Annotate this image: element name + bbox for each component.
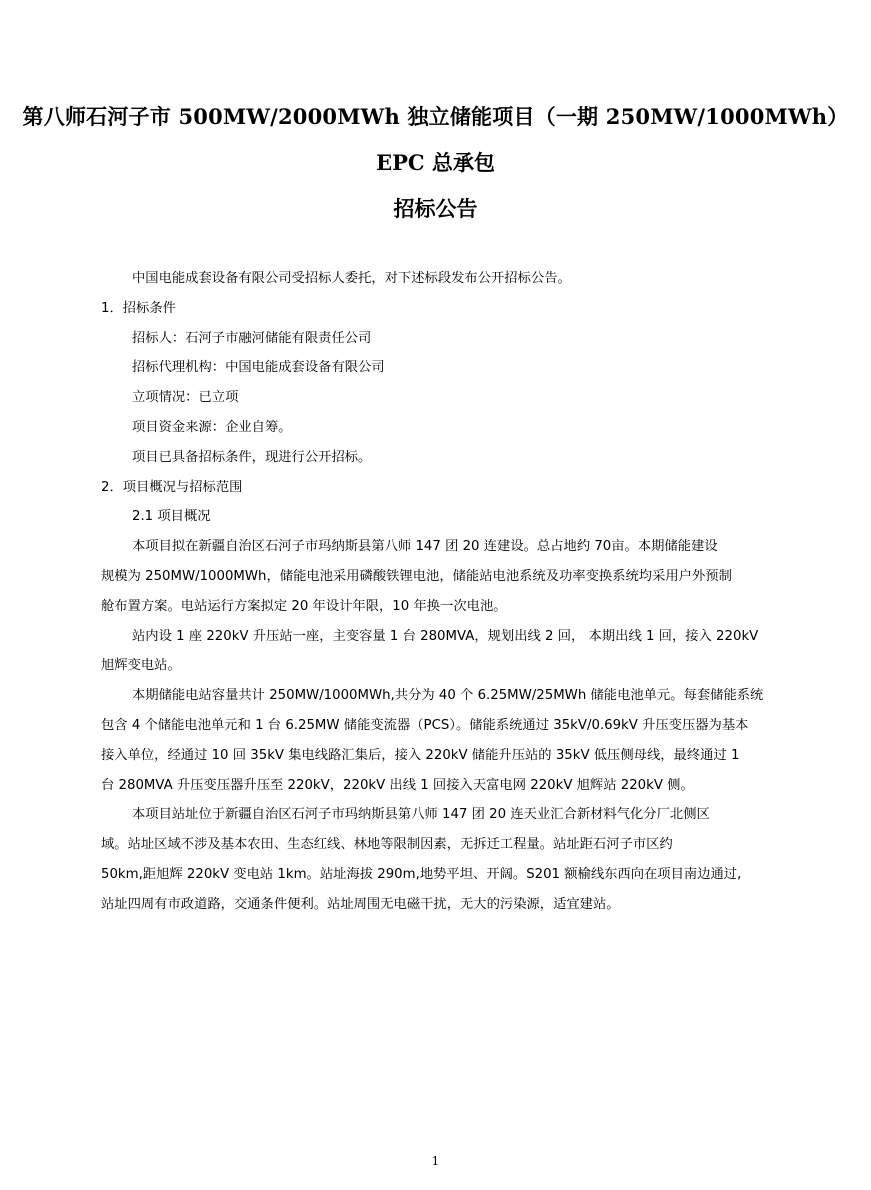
tenderer-line: 招标人：石河子市融河储能有限责任公司 <box>132 330 372 346</box>
document-title-line-3: 招标公告 <box>393 196 478 221</box>
paragraph-line: 站内设 1 座 220kV 升压站一座，主变容量 1 台 280MVA，规划出线 2 回， 本期出线 1 回，接入 220kV <box>132 628 759 644</box>
document-body <box>101 264 791 920</box>
agency-line: 招标代理机构：中国电能成套设备有限公司 <box>132 360 385 376</box>
page-number: 1 <box>431 1154 440 1168</box>
paragraph-line: 本项目站址位于新疆自治区石河子市玛纳斯县第八师 147 团 20 连天业汇合新材料气化分厂北侧区 <box>132 807 710 823</box>
project-overview-paragraph-2 <box>101 622 791 682</box>
document-title-line-1: 第八师石河子市 500MW/2000MWh 独立储能项目（一期 250MW/1000MWh） <box>22 104 849 129</box>
paragraph-line: 规模为 250MW/1000MWh，储能电池采用磷酸铁锂电池，储能站电池系统及功率变换系统均采用户外预制 <box>101 568 732 584</box>
paragraph-line: 本期储能电站容量共计 250MW/1000MWh,共分为 40 个 6.25MW/25MWh 储能电池单元。每套储能系统 <box>132 688 764 704</box>
paragraph-line: 接入单位，经通过 10 回 35kV 集电线路汇集后，接入 220kV 储能升压站的 35kV 低压侧母线，最终通过 1 <box>101 747 740 763</box>
paragraph-line: 域。站址区域不涉及基本农田、生态红线、林地等限制因素，无拆迁工程量。站址距石河子市区约 <box>101 837 673 853</box>
paragraph-line: 包含 4 个储能电池单元和 1 台 6.25MW 储能变流器（PCS）。储能系统通过 35kV/0.69kV 升压变压器为基本 <box>101 717 749 733</box>
paragraph-line: 50km,距旭辉 220kV 变电站 1km。站址海拔 290m,地势平坦、开阔。S201 额榆线东西向在项目南边通过, <box>101 866 742 882</box>
section-1-heading: 1．招标条件 <box>101 300 176 316</box>
approval-line: 立项情况：已立项 <box>132 390 239 406</box>
project-overview-paragraph-3 <box>101 681 791 800</box>
paragraph-line: 本项目拟在新疆自治区石河子市玛纳斯县第八师 147 团 20 连建设。总占地约 70亩。本期储能建设 <box>132 539 718 555</box>
paragraph-line: 旭辉变电站。 <box>101 658 181 674</box>
paragraph-line: 舱布置方案。电站运行方案拟定 20 年设计年限，10 年换一次电池。 <box>101 598 507 614</box>
ready-line: 项目已具备招标条件，现进行公开招标。 <box>132 449 372 465</box>
project-overview-paragraph-1 <box>101 532 791 621</box>
funding-line: 项目资金来源：企业自筹。 <box>132 419 292 435</box>
document-title-line-2: EPC 总承包 <box>376 150 495 175</box>
intro-paragraph: 中国电能成套设备有限公司受招标人委托，对下述标段发布公开招标公告。 <box>132 271 571 286</box>
section-2-heading: 2．项目概况与招标范围 <box>101 479 243 495</box>
subsection-2-1-heading: 2.1 项目概况 <box>132 509 211 525</box>
paragraph-line: 站址四周有市政道路，交通条件便利。站址周围无电磁干扰，无大的污染源，适宜建站。 <box>101 896 620 912</box>
paragraph-line: 台 280MVA 升压变压器升压至 220kV，220kV 出线 1 回接入天富电网 220kV 旭辉站 220kV 侧。 <box>101 777 694 793</box>
project-overview-paragraph-4 <box>101 800 791 919</box>
